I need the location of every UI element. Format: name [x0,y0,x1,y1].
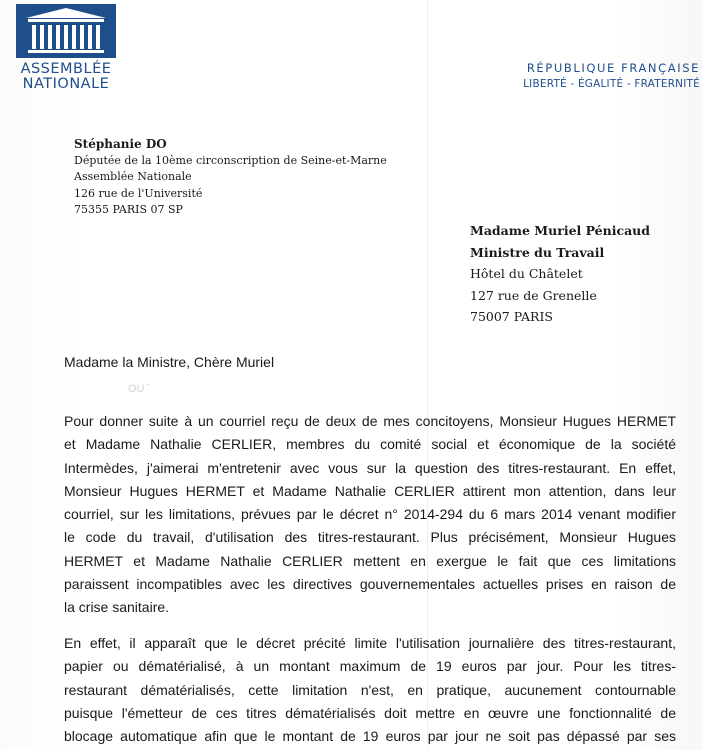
paragraph-line: HERMET et Madame Nathalie CERLIER mettent en exergue le fait que ces limitations [64,552,676,569]
letter-greeting: Madame la Ministre, Chère Muriel [64,354,275,370]
sender-street: 126 rue de l'Université [74,186,203,200]
paragraph-line: Monsieur Hugues HERMET et Madame Nathalie CERLIER attirent mon attention, dans leur [64,482,676,499]
paragraph-line: Pour donner suite à un courriel reçu de deux de mes concitoyens, Monsieur Hugues HERMET [64,413,676,429]
paragraph-line: le code du travail, d'utilisation des titres-restaurant. Plus précisément, Monsieur Hugues [64,529,676,546]
body-paragraph-1 [64,410,676,620]
logo-line-2: NATIONALE [22,76,110,92]
logo-line-1: ASSEMBLÉE [20,61,112,77]
paragraph-line: blocage automatique afin que le montant de 19 euros par jour ne soit pas dépassé par ses [64,728,676,745]
sender-block [74,136,387,219]
paragraph-line: Intermèdes, j'aimerai m'entretenir avec vous sur la question des titres-restaurant. En effet, [64,459,676,476]
recipient-city: 75007 PARIS [470,309,553,324]
assemblee-building-icon [16,4,116,58]
recipient-street: 127 rue de Grenelle [470,287,597,303]
paragraph-line: En effet, il apparaît que le décret précité limite l'utilisation journalière des titres-restaurant, [64,635,676,651]
faint-bleed-through-mark: OU ̂ [128,383,148,395]
recipient-name: Madame Muriel Pénicaud [470,223,651,238]
recipient-block [470,220,650,328]
sender-role: Députée de la 10ème circonscription de Seine-et-Marne [74,153,387,167]
sender-institution: Assemblée Nationale [74,170,192,184]
paragraph-line: la crise sanitaire. [64,599,170,616]
sender-name: Stéphanie DO [74,137,167,151]
paragraph-line: courriel, sur les limitations, prévues par le décret n° 2014-294 du 6 mars 2014 venant modifier [64,506,676,523]
republique-motto: LIBERTÉ - ÉGALITÉ - FRATERNITÉ [523,78,700,90]
sender-city: 75355 PARIS 07 SP [74,203,183,217]
assemblee-nationale-logo [14,4,118,92]
republique-title: RÉPUBLIQUE FRANÇAISE [526,61,700,75]
paragraph-line: paraissent incompatibles avec les directives gouvernementales actuelles prises en raison de [64,576,676,593]
republique-header [500,60,700,92]
paragraph-line: et Madame Nathalie CERLIER, membres du comité social et économique de la société [64,436,676,453]
body-paragraph-2 [64,632,676,748]
paragraph-line: restaurant dématérialisés, cette limitation n'est, en pratique, aucunement contournable [64,681,676,698]
paragraph-line: papier ou dématérialisé, à un montant maximum de 19 euros par jour. Pour les titres- [64,658,676,675]
recipient-title: Ministre du Travail [470,244,605,260]
recipient-building: Hôtel du Châtelet [470,266,583,281]
paragraph-line: puisque l'émetteur de ces titres dématérialisés doit mettre en œuvre une fonctionnalité de [64,704,676,721]
logo-text [14,62,118,92]
